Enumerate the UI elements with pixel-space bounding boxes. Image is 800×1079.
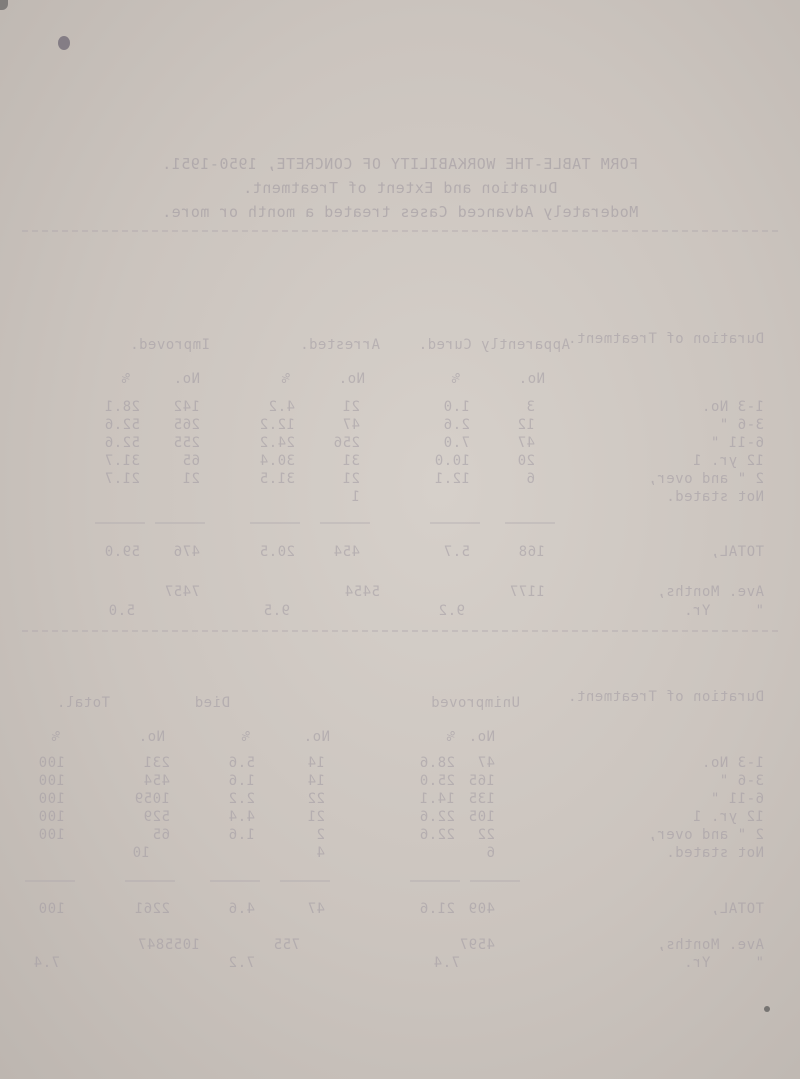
t1-r3-c6: 31.7 (104, 453, 140, 469)
t1-r1-c3: 47 (342, 417, 360, 433)
t2-r2-c3: 22 (307, 791, 325, 807)
t2-rule (410, 880, 460, 882)
t1-total-label: TOTAL, (710, 544, 764, 560)
t2-r1-c2: 25.0 (419, 773, 455, 789)
t2-r1-c4: 1.6 (228, 773, 255, 789)
t2-sub-pct-3: % (51, 729, 60, 745)
t1-r3-c2: 10.0 (434, 453, 470, 469)
t2-total-label: TOTAL, (710, 901, 764, 917)
t1-sub-no-2: No. (338, 371, 365, 387)
t2-rule (25, 880, 75, 882)
t2-sub-no-1: No. (468, 729, 495, 745)
t1-sub-pct-3: % (121, 371, 130, 387)
t1-r0-c4: 4.2 (268, 399, 295, 415)
t1-r2-c2: 7.0 (443, 435, 470, 451)
t1-sub-pct-1: % (451, 371, 460, 387)
t2-r4-c6: 100 (38, 827, 65, 843)
t2-r0-c4: 5.6 (228, 755, 255, 771)
t1-r0-c3: 21 (342, 399, 360, 415)
heading-line-1: FORM TABLE-THE WORKABILITY OF CONCRETE, 1950-1951. (161, 155, 639, 173)
t1-r0-c1: 3 (526, 399, 535, 415)
t1-r2-c5: 255 (173, 435, 200, 451)
t1-sub-no-1: No. (518, 371, 545, 387)
t2-avg-sub: " Yr. (683, 955, 764, 971)
t1-r2-label: 6-11 " (710, 435, 764, 451)
t2-sub-pct-2: % (241, 729, 250, 745)
t2-r2-c2: 14.1 (419, 791, 455, 807)
t1-r1-c1: 12 (517, 417, 535, 433)
t2-r5-c3: 4 (316, 845, 325, 861)
t2-r1-c6: 100 (38, 773, 65, 789)
t1-r0-c5: 142 (173, 399, 200, 415)
t1-r1-c4: 12.2 (259, 417, 295, 433)
t1-r4-c6: 21.7 (104, 471, 140, 487)
t1-total-c4: 20.5 (259, 544, 295, 560)
t2-header-total: Total. (56, 695, 110, 711)
t2-avg-c5: 1055847 (137, 937, 200, 953)
t1-r2-c1: 47 (517, 435, 535, 451)
t1-avg-c1: 1177 (509, 584, 545, 600)
t1-total-c1: 168 (518, 544, 545, 560)
t1-r4-c3: 21 (342, 471, 360, 487)
t2-rule (470, 880, 520, 882)
t2-r0-c5: 231 (143, 755, 170, 771)
t2-r3-label: 12 yr. 1 (692, 809, 764, 825)
t2-sub-no-3: No. (138, 729, 165, 745)
t1-avg-c5: 7457 (164, 584, 200, 600)
t1-r1-c2: 2.6 (443, 417, 470, 433)
t2-r4-c4: 1.6 (228, 827, 255, 843)
t1-rule (95, 522, 145, 524)
t2-total-c6: 100 (38, 901, 65, 917)
t2-total-c3: 47 (307, 901, 325, 917)
t1-avg-label: Ave. Months, (656, 584, 764, 600)
t2-r4-c1: 22 (477, 827, 495, 843)
t2-rule (210, 880, 260, 882)
t2-sub-no-2: No. (303, 729, 330, 745)
t2-avg-c2: 7.4 (433, 955, 460, 971)
heading-line-3: Moderately Advanced Cases treated a month or more. (161, 203, 639, 221)
t1-rule (250, 522, 300, 524)
t2-r5-c1: 6 (486, 845, 495, 861)
t1-r3-c3: 31 (342, 453, 360, 469)
t2-r1-c3: 14 (307, 773, 325, 789)
t1-header-improved: Improved. (129, 337, 210, 353)
t1-r4-c4: 31.5 (259, 471, 295, 487)
t2-r1-c1: 165 (468, 773, 495, 789)
t2-total-c4: 4.6 (228, 901, 255, 917)
t1-r2-c3: 256 (333, 435, 360, 451)
t2-rule (280, 880, 330, 882)
t1-r4-c1: 6 (526, 471, 535, 487)
t1-r3-c5: 65 (182, 453, 200, 469)
heading (0, 152, 800, 224)
t2-r5-c5: 10 (132, 845, 150, 861)
t2-header-unimproved: Unimproved (430, 695, 520, 711)
t1-r3-c1: 20 (517, 453, 535, 469)
t2-sub-pct-1: % (446, 729, 455, 745)
t2-r4-c5: 65 (152, 827, 170, 843)
t2-r3-c2: 22.6 (419, 809, 455, 825)
t1-rule (505, 522, 555, 524)
t1-avg-c6: 5.0 (108, 603, 135, 619)
t1-r0-c2: 1.0 (443, 399, 470, 415)
t1-total-c3: 454 (333, 544, 360, 560)
t2-r2-c1: 135 (468, 791, 495, 807)
t2-r3-c6: 100 (38, 809, 65, 825)
t2-r2-c6: 100 (38, 791, 65, 807)
t2-r0-label: 1-3 No. (701, 755, 764, 771)
t2-r1-c5: 454 (143, 773, 170, 789)
t2-avg-c1: 4597 (459, 937, 495, 953)
t1-header-arrested: Arrested. (299, 337, 380, 353)
t2-avg-c4: 7.2 (228, 955, 255, 971)
t2-r4-label: 2 " and over, (647, 827, 764, 843)
t1-avg-c2: 9.2 (438, 603, 465, 619)
t1-avg-c4: 9.5 (263, 603, 290, 619)
t2-r4-c2: 22.6 (419, 827, 455, 843)
t2-r2-c4: 2.2 (228, 791, 255, 807)
t1-r2-c6: 52.6 (104, 435, 140, 451)
t1-rule (155, 522, 205, 524)
t2-total-c1: 409 (468, 901, 495, 917)
t2-r1-label: 3-6 " (719, 773, 764, 789)
t2-r0-c6: 100 (38, 755, 65, 771)
t2-r4-c3: 2 (316, 827, 325, 843)
t1-r2-c4: 24.2 (259, 435, 295, 451)
middle-divider (22, 630, 778, 632)
t1-avg-c3: 5454 (344, 584, 380, 600)
t1-sub-pct-2: % (281, 371, 290, 387)
t2-r2-c5: 1059 (134, 791, 170, 807)
top-divider (22, 230, 778, 232)
t1-r0-label: 1-3 No. (701, 399, 764, 415)
t1-total-c2: 5.7 (443, 544, 470, 560)
t1-r0-c6: 28.1 (104, 399, 140, 415)
t2-header-died: Died (194, 695, 230, 711)
t1-r4-c5: 21 (182, 471, 200, 487)
t1-total-c6: 59.0 (104, 544, 140, 560)
t2-r5-label: Not stated. (665, 845, 764, 861)
t1-sub-no-3: No. (173, 371, 200, 387)
t1-r4-c2: 12.1 (434, 471, 470, 487)
t1-r1-label: 3-6 " (719, 417, 764, 433)
t1-header-cured: Apparently Cured. (418, 337, 570, 353)
t1-r1-c5: 265 (173, 417, 200, 433)
t2-header-duration: Duration of Treatment. (567, 689, 764, 705)
t2-avg-label: Ave. Months, (656, 937, 764, 953)
t1-r5-label: Not stated. (665, 489, 764, 505)
t1-r4-label: 2 " and over, (647, 471, 764, 487)
t2-avg-c6: 7.4 (33, 955, 60, 971)
t1-r3-label: 12 yr. 1 (692, 453, 764, 469)
t1-r3-c4: 30.4 (259, 453, 295, 469)
t2-r2-label: 6-11 " (710, 791, 764, 807)
t1-rule (320, 522, 370, 524)
t1-total-c5: 476 (173, 544, 200, 560)
t2-r3-c1: 105 (468, 809, 495, 825)
t2-r3-c4: 4.4 (228, 809, 255, 825)
t2-avg-c3: 755 (273, 937, 300, 953)
t2-r3-c5: 529 (143, 809, 170, 825)
t2-total-c5: 2261 (134, 901, 170, 917)
heading-line-2: Duration and Extent of Treatment. (242, 179, 558, 197)
t2-r0-c1: 47 (477, 755, 495, 771)
t1-header-duration: Duration of Treatment. (567, 331, 764, 347)
t1-avg-sub: " Yr. (683, 603, 764, 619)
t2-r0-c2: 28.6 (419, 755, 455, 771)
t1-r1-c6: 52.6 (104, 417, 140, 433)
t1-r5-c5: 1 (351, 489, 360, 505)
t2-r3-c3: 21 (307, 809, 325, 825)
t1-rule (430, 522, 480, 524)
t2-r0-c3: 14 (307, 755, 325, 771)
t2-rule (125, 880, 175, 882)
t2-total-c2: 21.6 (419, 901, 455, 917)
